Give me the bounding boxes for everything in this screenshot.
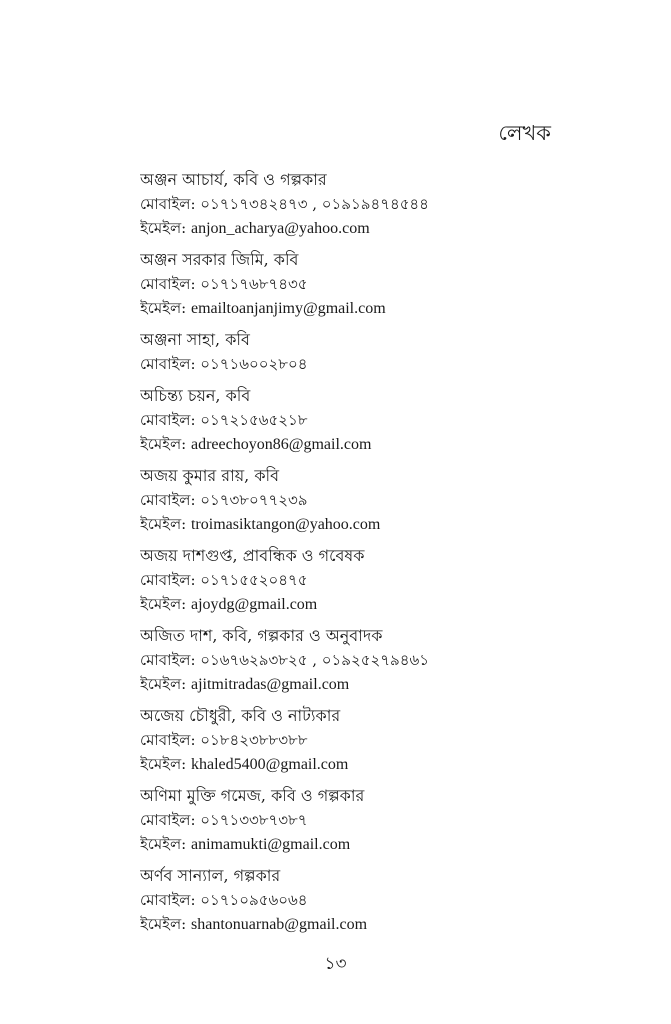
phone-line <box>140 568 600 592</box>
email-line <box>140 432 600 456</box>
email-label: ইমেইল: <box>140 595 187 613</box>
email-line <box>140 216 600 240</box>
phone-label: মোবাইল: <box>140 811 196 829</box>
phone-number: ০১৭১৩৩৮৭৩৮৭ <box>200 811 308 829</box>
email-address: shantonuarnab@gmail.com <box>190 916 368 933</box>
author-entry <box>140 168 600 240</box>
phone-label: মোবাইল: <box>140 731 196 749</box>
author-entry <box>140 704 600 776</box>
email-label: ইমেইল: <box>140 435 187 453</box>
email-address: ajoydg@gmail.com <box>190 596 318 613</box>
email-address: emailtoanjanjimy@gmail.com <box>190 300 386 317</box>
phone-line <box>140 488 600 512</box>
phone-line <box>140 272 600 296</box>
phone-number: ০১৮৪২৩৮৮৩৮৮ <box>200 731 308 749</box>
author-name-role: অচিন্ত্য চয়ন, কবি <box>140 386 251 405</box>
author-name-role: অণিমা মুক্তি গমেজ, কবি ও গল্পকার <box>140 786 365 805</box>
email-line <box>140 592 600 616</box>
phone-number: ০১৬৭৬২৯৩৮২৫ , ০১৯২৫২৭৯৪৬১ <box>200 651 429 669</box>
email-label: ইমেইল: <box>140 219 187 237</box>
phone-label: মোবাইল: <box>140 651 196 669</box>
author-name-role: অজিত দাশ, কবি, গল্পকার ও অনুবাদক <box>140 626 383 645</box>
phone-number: ০১৭১০৯৫৬০৬৪ <box>200 891 308 909</box>
phone-label: মোবাইল: <box>140 411 196 429</box>
phone-number: ০১৭১৭৬৮৭৪৩৫ <box>200 275 308 293</box>
phone-label: মোবাইল: <box>140 195 196 213</box>
phone-label: মোবাইল: <box>140 891 196 909</box>
email-line <box>140 832 600 856</box>
email-address: animamukti@gmail.com <box>190 836 351 853</box>
phone-label: মোবাইল: <box>140 571 196 589</box>
author-name-role: অঞ্জন সরকার জিমি, কবি <box>140 250 299 269</box>
phone-line <box>140 888 600 912</box>
phone-number: ০১৭২১৫৬৫২১৮ <box>200 411 308 429</box>
phone-label: মোবাইল: <box>140 355 196 373</box>
author-entry <box>140 248 600 320</box>
email-label: ইমেইল: <box>140 835 187 853</box>
email-label: ইমেইল: <box>140 299 187 317</box>
author-entry <box>140 624 600 696</box>
phone-number: ০১৭১৫৫২০৪৭৫ <box>200 571 308 589</box>
author-entry <box>140 784 600 856</box>
author-entry <box>140 328 600 376</box>
author-name-role: অঞ্জন আচার্য, কবি ও গল্পকার <box>140 170 327 189</box>
page-number: ১৩ <box>324 954 347 974</box>
phone-label: মোবাইল: <box>140 275 196 293</box>
email-label: ইমেইল: <box>140 675 187 693</box>
email-line <box>140 512 600 536</box>
email-address: ajitmitradas@gmail.com <box>190 676 350 693</box>
email-label: ইমেইল: <box>140 915 187 933</box>
phone-line <box>140 352 600 376</box>
email-line <box>140 912 600 936</box>
author-entry <box>140 864 600 936</box>
email-line <box>140 752 600 776</box>
author-name-role: অঞ্জনা সাহা, কবি <box>140 330 250 349</box>
author-name-role: অজেয় চৌধুরী, কবি ও নাট্যকার <box>140 706 341 725</box>
author-entry <box>140 544 600 616</box>
author-entry <box>140 464 600 536</box>
email-address: troimasiktangon@yahoo.com <box>190 516 381 533</box>
phone-number: ০১৭১৬০০২৮০৪ <box>200 355 308 373</box>
phone-number: ০১৭১৭৩৪২৪৭৩ , ০১৯১৯৪৭৪৫৪৪ <box>200 195 429 213</box>
email-address: anjon_acharya@yahoo.com <box>190 220 370 237</box>
phone-line <box>140 728 600 752</box>
email-label: ইমেইল: <box>140 755 187 773</box>
email-line <box>140 296 600 320</box>
phone-line <box>140 648 600 672</box>
phone-line <box>140 808 600 832</box>
phone-number: ০১৭৩৮০৭৭২৩৯ <box>200 491 308 509</box>
phone-line <box>140 192 600 216</box>
author-name-role: অজয় দাশগুপ্ত, প্রাবন্ধিক ও গবেষক <box>140 546 365 565</box>
email-line <box>140 672 600 696</box>
email-address: adreechoyon86@gmail.com <box>190 436 372 453</box>
author-name-role: অজয় কুমার রায়, কবি <box>140 466 280 485</box>
email-label: ইমেইল: <box>140 515 187 533</box>
author-entry <box>140 384 600 456</box>
author-name-role: অর্ণব সান্যাল, গল্পকার <box>140 866 281 885</box>
phone-line <box>140 408 600 432</box>
author-list <box>140 168 600 944</box>
email-address: khaled5400@gmail.com <box>190 756 349 773</box>
phone-label: মোবাইল: <box>140 491 196 509</box>
section-title: লেখক <box>498 121 551 145</box>
